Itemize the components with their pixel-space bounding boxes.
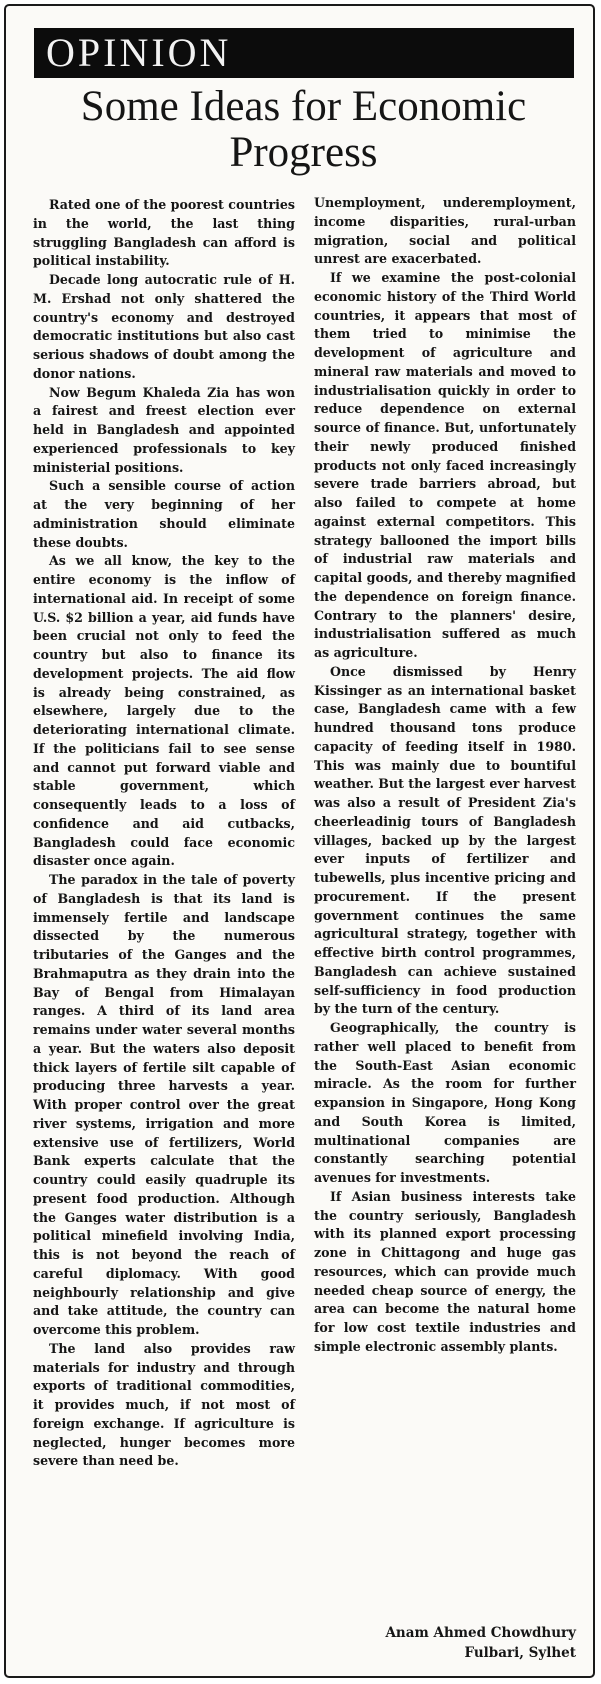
article-paragraph: If Asian business interests take the country seriously, Bangladesh with its planned export processing zone in Chittagong and huge gas resources, which can provide much needed cheap source of energy, the area can become the natural home for low cost textile industries and simple electronic assembly plants.	[314, 1188, 576, 1354]
section-banner: OPINION	[34, 28, 574, 78]
article-column-left	[33, 196, 295, 1471]
article-paragraph: Such a sensible course of action at the very beginning of her administration should eliminate these doubts.	[33, 478, 295, 550]
author-byline	[314, 1623, 576, 1663]
newspaper-clipping	[4, 4, 595, 1678]
article-paragraph: The land also provides raw materials for industry and through exports of traditional commodities, it provides much, if not most of foreign exchange. If agriculture is neglected, hunger becomes more severe than need be.	[33, 1340, 295, 1469]
article-paragraph: If we examine the post-colonial economic history of the Third World countries, it appears that most of them tried to minimise the development of agriculture and mineral raw materials and moved to industrialisation quickly in order to reduce dependence on external source of finance. But, unfortunately their newly produced finished products not only faced increasingly severe trade barriers abroad, but also failed to compete at home against external competitors. This strategy ballooned the import bills of industrial raw materials and capital goods, and thereby magnified the dependence on foreign finance. Contrary to the planners' desire, industrialisation suffered as much as agriculture.	[314, 270, 576, 660]
article-paragraph: Once dismissed by Henry Kissinger as an international basket case, Bangladesh came with a few hundred thousand tons produce capacity of feeding itself in 1980. This was mainly due to bountiful weather. But the largest ever harvest was also a result of President Zia's cheerleadinig tours of Bangladesh villages, backed up by the largest ever inputs of fertilizer and tubewells, plus incentive pricing and procurement. If the present government continues the same agricultural strategy, together with effective birth control programmes, Bangladesh can achieve sustained self-sufficiency in food production by the turn of the century.	[314, 663, 576, 1017]
article-paragraph: The paradox in the tale of poverty of Bangladesh is that its land is immensely fertile and landscape dissected by the numerous tributaries of the Ganges and the Brahmaputra as they drain into the Bay of Bengal from Himalayan ranges. A third of its land area remains under water several months a year. But the waters also deposit thick layers of fertile silt capable of producing three harvests a year. With proper control over the great river systems, irrigation and more extensive use of fertilizers, World Bank experts calculate that the country could easily quadruple its present food production. Although the Ganges water distribution is a political minefield involving India, this is not beyond the reach of careful diplomacy. With good neighbourly relationship and give and take attitude, the country can overcome this problem.	[33, 872, 295, 1337]
author-name: Anam Ahmed Chowdhury	[385, 1625, 576, 1641]
article-paragraph: Rated one of the poorest countries in the world, the last thing struggling Bangladesh can afford is political instability.	[33, 197, 295, 269]
article-paragraph: Now Begum Khaleda Zia has won a fairest and freest election ever held in Bangladesh and appointed experienced professionals to key ministerial positions.	[33, 384, 295, 475]
article-column-right	[314, 194, 576, 1357]
author-location: Fulbari, Sylhet	[464, 1645, 576, 1661]
article-headline: Some Ideas for Economic Progress	[80, 83, 527, 176]
article-paragraph: Decade long autocratic rule of H. M. Ershad not only shattered the country's economy and destroyed democratic institutions but also cast serious shadows of doubt among the donor nations.	[33, 272, 295, 381]
article-paragraph: Unemployment, underemployment, income disparities, rural-urban migration, social and political unrest are exacerbated.	[314, 195, 576, 267]
article-paragraph: Geographically, the country is rather well placed to benefit from the South-East Asian economic miracle. As the room for further expansion in Singapore, Hong Kong and South Korea is limited, multinational companies are constantly searching potential avenues for investments.	[314, 1020, 576, 1185]
article-paragraph: As we all know, the key to the entire economy is the inflow of international aid. In receipt of some U.S. $2 billion a year, aid funds have been crucial not only to feed the country but also to finance its development projects. The aid flow is already being constrained, as elsewhere, largely due to the deteriorating international climate. If the politicians fail to see sense and cannot put forward viable and stable government, which consequently leads to a loss of confidence and aid cutbacks, Bangladesh could face economic disaster once again.	[33, 553, 295, 869]
